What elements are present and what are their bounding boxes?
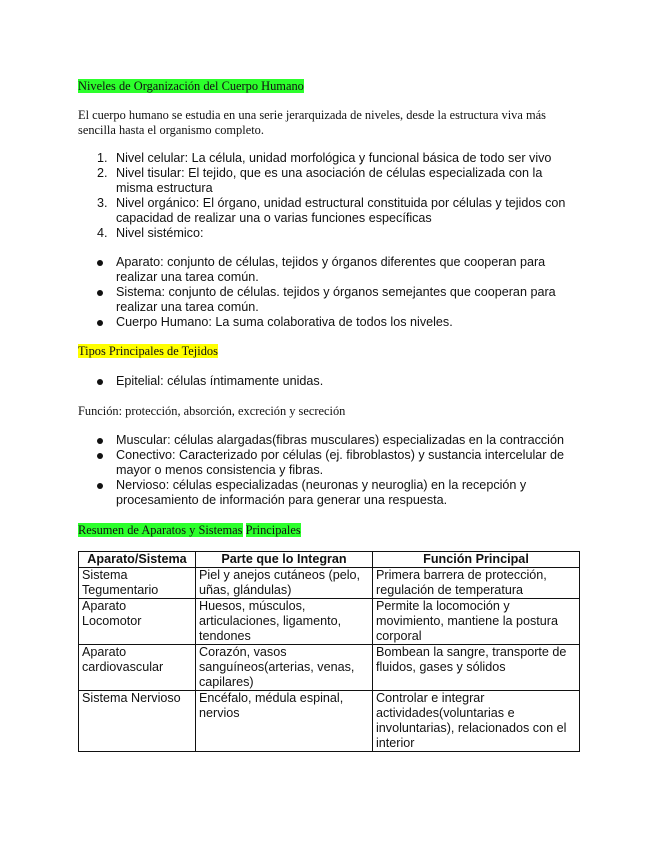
bullet-item-line: Conectivo: Caracterizado por células (ej. fibroblastos) y sustancia intercelular de [116, 448, 564, 462]
cell-line: nervios [199, 706, 240, 720]
bullet-icon [97, 483, 103, 489]
funcion-text: Función: protección, absorción, excreción y secreción [78, 404, 346, 418]
list-number: 1. [97, 151, 108, 165]
table-cell [79, 691, 196, 752]
cell-line: Aparato [82, 599, 127, 613]
cell-line: interior [376, 736, 415, 750]
intro-line-2: sencilla hasta el organismo completo. [78, 123, 264, 137]
bullet-item-line: procesamiento de información para generar una respuesta. [116, 493, 448, 507]
bullet-icon [97, 438, 103, 444]
list-item-line: Nivel sistémico: [116, 226, 204, 240]
cell-line: cardiovascular [82, 660, 164, 674]
heading-highlight: Tipos Principales de Tejidos [78, 344, 218, 358]
table-header-row [79, 552, 580, 568]
bullet-item-line: Aparato: conjunto de células, tejidos y órganos diferentes que cooperan para [116, 255, 546, 269]
table-cell [373, 645, 580, 691]
cell-line: involuntarias), relacionados con el [376, 721, 567, 735]
bullet-icon [97, 260, 103, 266]
cell-line: Tegumentario [82, 583, 159, 597]
table-cell [373, 568, 580, 599]
bullet-icon [97, 320, 103, 326]
column-header: Parte que lo Integran [196, 552, 373, 568]
section-heading-niveles [78, 79, 304, 94]
table-cell [196, 691, 373, 752]
section-heading-tejidos [78, 344, 218, 359]
table-row [79, 645, 580, 691]
cell-line: Permite la locomoción y [376, 599, 510, 613]
cell-line: regulación de temperatura [376, 583, 524, 597]
cell-line: Primera barrera de protección, [376, 568, 547, 582]
cell-line: Controlar e integrar [376, 691, 485, 705]
cell-line: actividades(voluntarias e [376, 706, 515, 720]
list-item-line: Nivel orgánico: El órgano, unidad estructural constituida por células y tejidos con [116, 196, 566, 210]
cell-line: Corazón, vasos [199, 645, 287, 659]
heading-highlight: Niveles de Organización del Cuerpo Humano [78, 79, 304, 93]
list-item-line: Nivel celular: La célula, unidad morfológica y funcional básica de todo ser vivo [116, 151, 552, 165]
table-row [79, 691, 580, 752]
intro-line-1: El cuerpo humano se estudia en una serie jerarquizada de niveles, desde la estructura viva más [78, 108, 546, 122]
heading-highlight: Principales [245, 523, 301, 537]
cell-line: Aparato [82, 645, 127, 659]
list-number: 3. [97, 196, 108, 210]
cell-line: Piel y anejos cutáneos (pelo, [199, 568, 361, 582]
cell-line: tendones [199, 629, 251, 643]
cell-line: fluidos, gases y sólidos [376, 660, 506, 674]
bullet-icon [97, 379, 103, 385]
cell-line: corporal [376, 629, 422, 643]
cell-line: Sistema [82, 568, 128, 582]
table-cell [79, 599, 196, 645]
table-cell [196, 645, 373, 691]
table-cell [373, 599, 580, 645]
cell-line: articulaciones, ligamento, [199, 614, 342, 628]
bullet-item-line: Nervioso: células especializadas (neuronas y neuroglia) en la recepción y [116, 478, 527, 492]
table-row [79, 599, 580, 645]
section-heading-resumen [78, 523, 301, 538]
table-cell [196, 568, 373, 599]
table-cell [79, 645, 196, 691]
bullet-item-line: Sistema: conjunto de células. tejidos y órganos semejantes que cooperan para [116, 285, 556, 299]
column-header: Aparato/Sistema [79, 552, 196, 568]
bullet-icon [97, 290, 103, 296]
list-item-line: misma estructura [116, 181, 213, 195]
cell-line: Huesos, músculos, [199, 599, 306, 613]
list-number: 4. [97, 226, 108, 240]
bullet-icon [97, 453, 103, 459]
cell-line: Locomotor [82, 614, 142, 628]
cell-line: Sistema Nervioso [82, 691, 181, 705]
list-item-line: Nivel tisular: El tejido, que es una asociación de células especializada con la [116, 166, 543, 180]
bullet-item-line: Muscular: células alargadas(fibras musculares) especializadas en la contracción [116, 433, 564, 447]
table-cell [79, 568, 196, 599]
column-header: Función Principal [373, 552, 580, 568]
list-number: 2. [97, 166, 108, 180]
table-row [79, 568, 580, 599]
bullet-item-line: Cuerpo Humano: La suma colaborativa de todos los niveles. [116, 315, 453, 329]
bullet-item-line: Epitelial: células íntimamente unidas. [116, 374, 324, 388]
bullet-item-line: mayor o menos consistencia y fibras. [116, 463, 324, 477]
table-cell [196, 599, 373, 645]
table-cell [373, 691, 580, 752]
cell-line: Encéfalo, médula espinal, [199, 691, 344, 705]
cell-line: Bombean la sangre, transporte de [376, 645, 567, 659]
heading-highlight: Resumen de Aparatos y Sistemas [78, 523, 243, 537]
cell-line: movimiento, mantiene la postura [376, 614, 559, 628]
cell-line: sanguíneos(arterias, venas, [199, 660, 355, 674]
cell-line: capilares) [199, 675, 254, 689]
list-item-line: capacidad de realizar una o varias funciones específicas [116, 211, 432, 225]
cell-line: uñas, glándulas) [199, 583, 292, 597]
bullet-item-line: realizar una tarea común. [116, 270, 259, 284]
bullet-item-line: realizar una tarea común. [116, 300, 259, 314]
summary-table [78, 551, 580, 752]
